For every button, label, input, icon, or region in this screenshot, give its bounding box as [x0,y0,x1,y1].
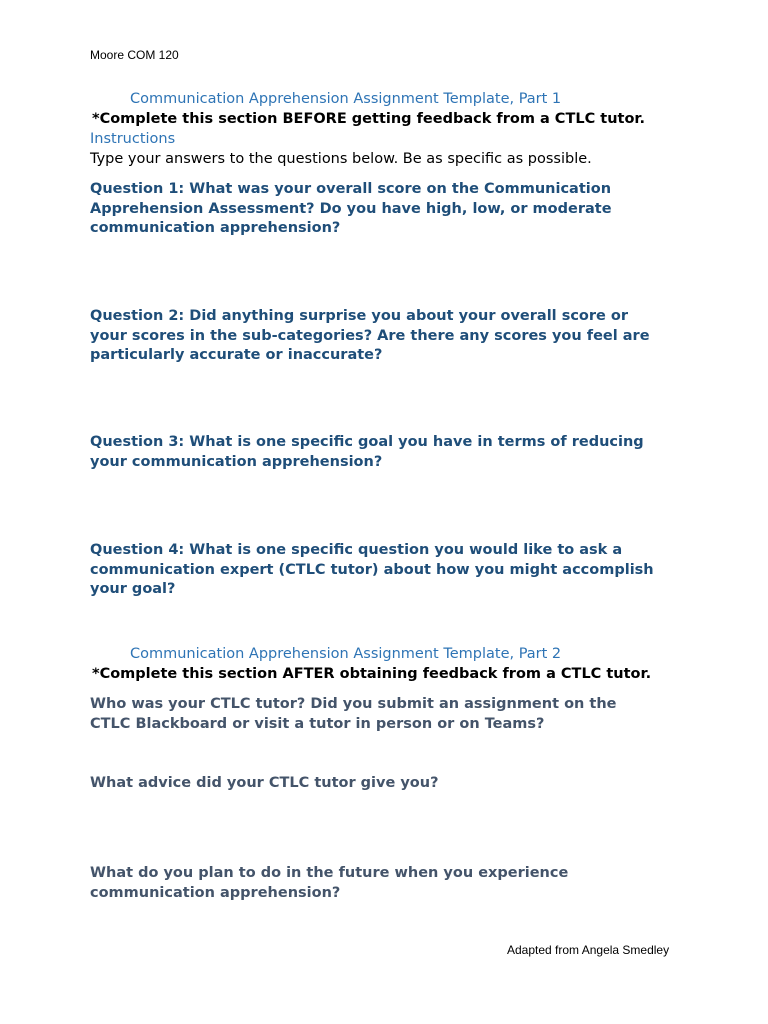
question-1-line-1: Question 1: What was your overall score on the Communication [90,181,612,197]
question-3-line-1: Question 3: What is one specific goal you have in terms of reducing [90,434,644,450]
part2-question-3-line-1: What do you plan to do in the future when you experience [90,865,569,881]
part1-title: Communication Apprehension Assignment Template, Part 1 [130,91,562,107]
question-4 [90,541,690,600]
question-3 [90,433,690,472]
question-4-line-1: Question 4: What is one specific question you would like to ask a [90,542,623,558]
question-2-line-1: Question 2: Did anything surprise you about your overall score or [90,308,629,324]
part1-note: *Complete this section BEFORE getting feedback from a CTLC tutor. [92,111,646,127]
part2-question-1 [90,695,690,734]
instructions-heading: Instructions [90,131,176,147]
part2-question-3 [90,864,690,903]
footer-credit: Adapted from Angela Smedley [507,943,670,957]
course-header: Moore COM 120 [90,48,179,62]
question-2-line-3: particularly accurate or inaccurate? [90,347,383,363]
part2-question-2 [90,774,690,794]
question-1 [90,180,690,239]
part2-question-1-line-1: Who was your CTLC tutor? Did you submit an assignment on the [90,696,617,712]
part2-title: Communication Apprehension Assignment Template, Part 2 [130,646,562,662]
question-4-line-3: your goal? [90,581,176,597]
part2-question-2-line-1: What advice did your CTLC tutor give you? [90,775,439,791]
question-4-line-2: communication expert (CTLC tutor) about how you might accomplish [90,561,654,578]
question-1-line-2: Apprehension Assessment? Do you have high, low, or moderate [90,200,612,217]
part2-question-3-line-2: communication apprehension? [90,884,341,901]
question-2-line-2: your scores in the sub-categories? Are there any scores you feel are [90,327,650,344]
part2-question-1-line-2: CTLC Blackboard or visit a tutor in person or on Teams? [90,715,545,732]
part2-note: *Complete this section AFTER obtaining feedback from a CTLC tutor. [92,666,652,682]
instructions-text: Type your answers to the questions below. Be as specific as possible. [90,151,592,167]
question-3-line-2: your communication apprehension? [90,453,383,470]
question-1-line-3: communication apprehension? [90,220,341,236]
question-2 [90,307,690,366]
